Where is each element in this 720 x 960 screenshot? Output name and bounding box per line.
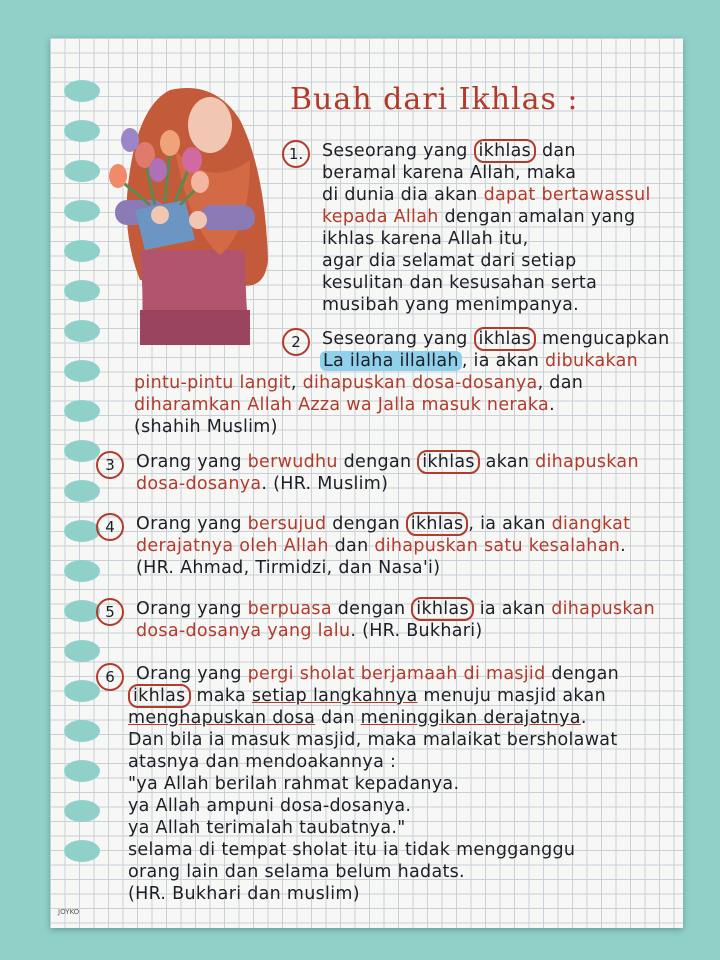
- text-segment: dan: [536, 141, 576, 161]
- binder-holes: [64, 80, 104, 880]
- binder-hole: [64, 400, 100, 422]
- text-segment: dan: [328, 536, 375, 556]
- text-segment: pergi sholat berjamaah di masjid: [247, 664, 546, 684]
- binder-hole: [64, 440, 100, 462]
- text-segment: Orang yang: [136, 664, 248, 684]
- text-segment: (HR. Ahmad, Tirmidzi, dan Nasa'i): [136, 558, 441, 578]
- text-segment: dengan: [337, 452, 418, 472]
- text-segment: ia akan: [473, 599, 552, 619]
- binder-hole: [64, 280, 100, 302]
- text-segment: setiap langkahnya: [251, 686, 418, 706]
- text-segment: Seseorang yang: [322, 329, 474, 349]
- text-segment: dibukakan: [545, 351, 639, 371]
- text-segment: kepada Allah: [322, 207, 439, 227]
- text-line: [134, 394, 555, 416]
- text-segment: berpuasa: [247, 599, 332, 619]
- binder-hole: [64, 640, 100, 662]
- binder-hole: [64, 520, 100, 542]
- text-line: [134, 416, 278, 438]
- binder-hole: [64, 680, 100, 702]
- item-number-badge: 1.: [282, 140, 310, 168]
- text-segment: dosa-dosanya yang lalu: [136, 621, 351, 641]
- text-line: [322, 184, 651, 206]
- text-segment: .: [620, 536, 626, 556]
- text-line: [128, 817, 406, 839]
- text-line: [136, 513, 630, 535]
- text-line: [128, 883, 360, 905]
- text-segment: maka: [190, 686, 252, 706]
- text-segment: dihapuskan: [535, 452, 639, 472]
- text-segment: .: [549, 395, 555, 415]
- text-segment: ya Allah ampuni dosa-dosanya.: [128, 796, 412, 816]
- text-segment: ,: [290, 373, 303, 393]
- binder-hole: [64, 80, 100, 102]
- text-segment: orang lain dan selama belum hadats.: [128, 862, 465, 882]
- item-number-badge: 3: [96, 451, 124, 479]
- text-segment: ikhlas: [411, 597, 474, 621]
- text-segment: . (HR. Muslim): [261, 474, 389, 494]
- text-segment: berwudhu: [247, 452, 338, 472]
- text-segment: dihapuskan: [551, 599, 655, 619]
- binder-hole: [64, 160, 100, 182]
- text-segment: dapat bertawassul: [483, 185, 651, 205]
- binder-hole: [64, 800, 100, 822]
- binder-hole: [64, 360, 100, 382]
- text-segment: ikhlas: [474, 327, 537, 351]
- text-line: [136, 451, 639, 473]
- text-segment: ikhlas: [474, 139, 537, 163]
- text-segment: diharamkan Allah Azza wa Jalla masuk neraka: [134, 395, 550, 415]
- text-line: [128, 751, 396, 773]
- text-segment: "ya Allah berilah rahmat kepadanya.: [128, 774, 460, 794]
- text-line: [322, 272, 597, 294]
- text-segment: ya Allah terimalah taubatnya.": [128, 818, 406, 838]
- text-line: [136, 598, 655, 620]
- text-line: [128, 707, 587, 729]
- text-segment: La ilaha illallah: [320, 351, 462, 371]
- text-line: [322, 162, 576, 184]
- text-segment: dengan: [331, 599, 412, 619]
- text-segment: menghapuskan dosa: [128, 708, 316, 728]
- text-line: [128, 685, 606, 707]
- text-segment: Dan bila ia masuk masjid, maka malaikat bersholawat: [128, 730, 618, 750]
- text-segment: kesulitan dan kesusahan serta: [322, 273, 598, 293]
- text-segment: dengan: [326, 514, 406, 534]
- text-line: [128, 861, 465, 883]
- text-segment: ikhlas: [128, 684, 191, 708]
- text-segment: beramal karena Allah, maka: [322, 163, 577, 183]
- text-segment: menuju masjid akan: [417, 686, 606, 706]
- text-line: [322, 140, 576, 162]
- binder-hole: [64, 320, 100, 342]
- text-segment: diangkat: [551, 514, 631, 534]
- text-line: [136, 663, 619, 685]
- text-segment: ikhlas: [406, 512, 469, 536]
- text-segment: , dan: [537, 373, 584, 393]
- text-line: [128, 773, 459, 795]
- text-segment: Orang yang: [136, 452, 248, 472]
- text-line: [136, 557, 440, 579]
- text-line: [322, 206, 635, 228]
- text-segment: dihapuskan satu kesalahan: [374, 536, 621, 556]
- item-number-badge: 5: [96, 598, 124, 626]
- binder-hole: [64, 560, 100, 582]
- hijab-girl-illustration: [100, 80, 280, 350]
- text-segment: musibah yang menimpanya.: [322, 295, 580, 315]
- text-line: [136, 535, 626, 557]
- text-segment: meninggikan derajatnya: [360, 708, 581, 728]
- text-segment: pintu-pintu langit: [134, 373, 291, 393]
- text-line: [128, 795, 411, 817]
- binder-hole: [64, 200, 100, 222]
- text-segment: atasnya dan mendoakannya :: [128, 752, 397, 772]
- text-line: [128, 729, 618, 751]
- text-line: [320, 350, 638, 372]
- text-segment: dengan: [545, 664, 620, 684]
- text-segment: (shahih Muslim): [134, 417, 278, 437]
- text-segment: dan: [315, 708, 361, 728]
- text-line: [134, 372, 583, 394]
- item-number-badge: 4: [96, 513, 124, 541]
- text-segment: Orang yang: [136, 599, 248, 619]
- text-segment: di dunia dia akan: [322, 185, 484, 205]
- text-segment: , ia akan: [461, 351, 546, 371]
- text-line: [136, 473, 388, 495]
- text-line: [322, 294, 579, 316]
- text-line: [322, 328, 669, 350]
- binder-hole: [64, 600, 100, 622]
- text-segment: dengan amalan yang: [438, 207, 636, 227]
- binder-hole: [64, 480, 100, 502]
- paper-brand-mark: JOYKO: [58, 908, 80, 916]
- text-segment: mengucapkan: [536, 329, 670, 349]
- text-segment: . (HR. Bukhari): [350, 621, 483, 641]
- text-segment: , ia akan: [468, 514, 552, 534]
- binder-hole: [64, 240, 100, 262]
- binder-hole: [64, 120, 100, 142]
- text-segment: dosa-dosanya: [136, 474, 262, 494]
- text-line: [322, 228, 529, 250]
- text-segment: ikhlas: [417, 450, 480, 474]
- binder-hole: [64, 840, 100, 862]
- page-title: Buah dari Ikhlas :: [290, 82, 579, 117]
- text-line: [136, 620, 483, 642]
- text-segment: bersujud: [247, 514, 327, 534]
- text-line: [128, 839, 575, 861]
- text-segment: Seseorang yang: [322, 141, 474, 161]
- text-segment: Orang yang: [136, 514, 248, 534]
- binder-hole: [64, 720, 100, 742]
- text-segment: derajatnya oleh Allah: [136, 536, 329, 556]
- text-segment: akan: [479, 452, 536, 472]
- text-segment: (HR. Bukhari dan muslim): [128, 884, 360, 904]
- item-number-badge: 2: [282, 328, 310, 356]
- text-line: [322, 250, 577, 272]
- text-segment: agar dia selamat dari setiap: [322, 251, 577, 271]
- binder-hole: [64, 760, 100, 782]
- text-segment: dihapuskan dosa-dosanya: [302, 373, 538, 393]
- text-segment: selama di tempat sholat itu ia tidak mengganggu: [128, 840, 576, 860]
- text-segment: .: [580, 708, 587, 728]
- item-number-badge: 6: [96, 663, 124, 691]
- text-segment: ikhlas karena Allah itu,: [322, 229, 529, 249]
